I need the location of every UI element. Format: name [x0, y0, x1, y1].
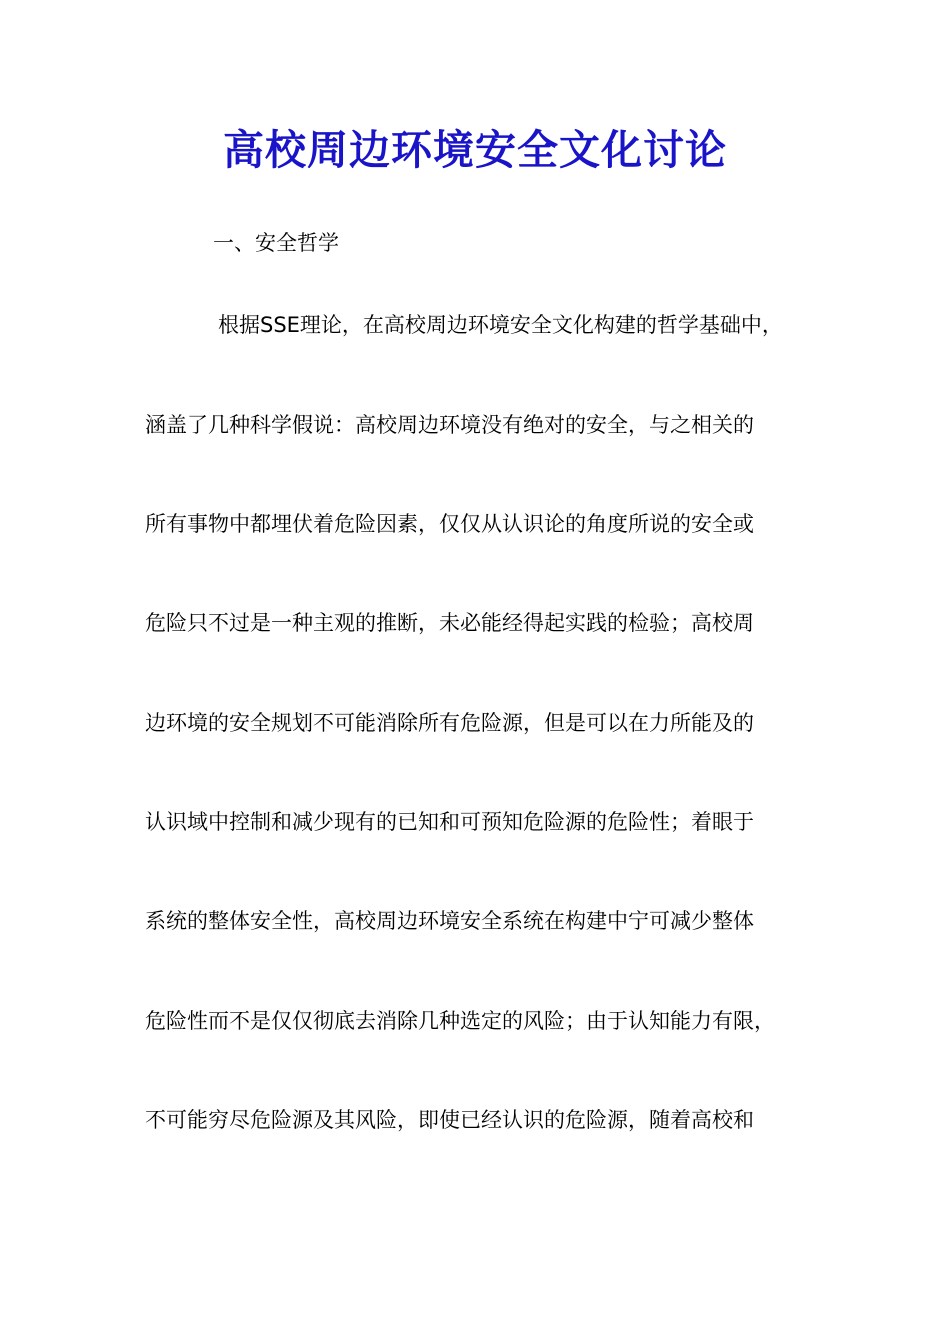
paragraph-line-8: 危险性而不是仅仅彻底去消除几种选定的风险；由于认知能力有限，	[145, 1009, 775, 1033]
paragraph-line-4: 危险只不过是一种主观的推断，未必能经得起实践的检验；高校周	[145, 611, 754, 635]
section-heading: 一、安全哲学	[213, 231, 339, 255]
paragraph-line-3: 所有事物中都埋伏着危险因素，仅仅从认识论的角度所说的安全或	[145, 512, 754, 536]
paragraph-line-6: 认识域中控制和减少现有的已知和可预知危险源的危险性；着眼于	[145, 810, 754, 834]
paragraph-line-7: 系统的整体安全性，高校周边环境安全系统在构建中宁可减少整体	[145, 909, 754, 933]
document-title: 高校周边环境安全文化讨论	[223, 126, 727, 174]
paragraph-line-2: 涵盖了几种科学假说：高校周边环境没有绝对的安全，与之相关的	[145, 413, 754, 437]
paragraph-line-9: 不可能穷尽危险源及其风险，即使已经认识的危险源，随着高校和	[145, 1108, 754, 1132]
paragraph-line-1: 根据SSE理论，在高校周边环境安全文化构建的哲学基础中，	[218, 313, 783, 337]
paragraph-line-5: 边环境的安全规划不可能消除所有危险源，但是可以在力所能及的	[145, 711, 754, 735]
